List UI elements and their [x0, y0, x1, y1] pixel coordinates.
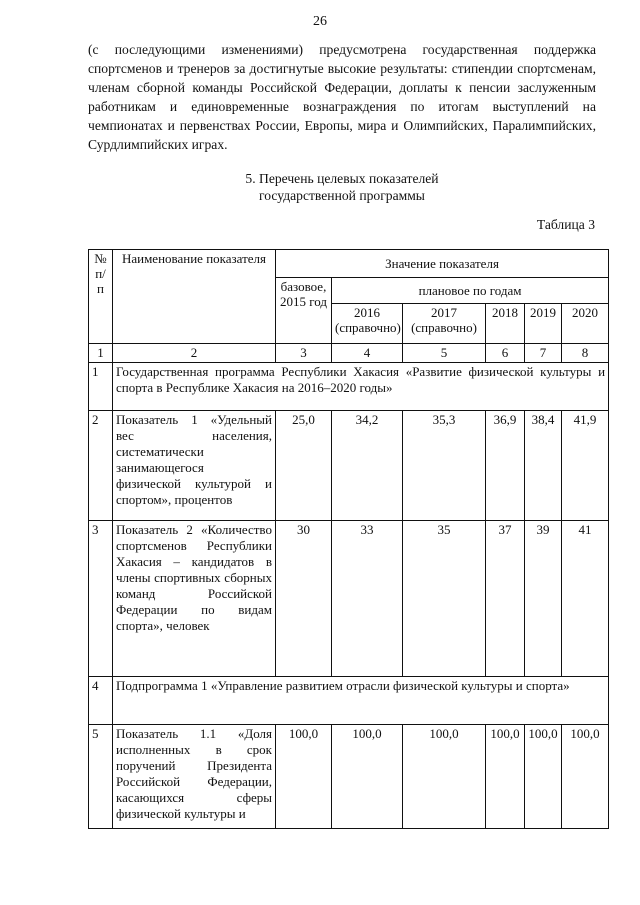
row-num: 4 [89, 677, 113, 725]
indicators-table [88, 249, 609, 829]
table-row [89, 521, 609, 677]
header-base-year: базовое, 2015 год [276, 278, 332, 344]
row-num: 1 [89, 363, 113, 411]
table-row [89, 411, 609, 521]
header-num: № п/п [89, 250, 113, 344]
col-number: 4 [332, 344, 403, 363]
indicator-name: Показатель 1 «Удельный вес населения, систематически занимающегося физической культурой и спортом», процентов [113, 411, 276, 521]
header-2018: 2018 [486, 304, 525, 344]
header-name: Наименование показателя [113, 250, 276, 344]
value-2017: 100,0 [403, 725, 486, 829]
value-2019: 38,4 [525, 411, 562, 521]
header-2020: 2020 [562, 304, 609, 344]
table-row [89, 363, 609, 411]
col-number: 7 [525, 344, 562, 363]
section-title-line-1: 5. Перечень целевых показателей [245, 171, 439, 186]
subprogram-title: Подпрограмма 1 «Управление развитием отрасли физической культуры и спорта» [113, 677, 609, 725]
col-number: 6 [486, 344, 525, 363]
value-2017: 35,3 [403, 411, 486, 521]
value-2016: 33 [332, 521, 403, 677]
value-base: 100,0 [276, 725, 332, 829]
table-label: Таблица 3 [536, 217, 595, 232]
row-num: 3 [89, 521, 113, 677]
header-planned: плановое по годам [332, 278, 609, 304]
col-number: 1 [89, 344, 113, 363]
col-number: 8 [562, 344, 609, 363]
intro-paragraph: (с последующими изменениями) предусмотрена государственная поддержка спортсменов и тренеров за достигнутые высокие результаты: стипендии спортсменам, членам сборной команды Российской Федерации, доплаты к пенсии заслуженным работникам и единовременные вознаграждения по итогам выступлений на чемпионатах и первенствах России, Европы, мира и Олимпийских, Паралимпийских, Сурдлимпийских играх. [88, 42, 596, 152]
value-base: 30 [276, 521, 332, 677]
value-2019: 39 [525, 521, 562, 677]
header-value: Значение показателя [276, 250, 609, 278]
header-2017: 2017 (справочно) [403, 304, 486, 344]
header-2019: 2019 [525, 304, 562, 344]
table-row [89, 677, 609, 725]
col-number: 5 [403, 344, 486, 363]
value-2017: 35 [403, 521, 486, 677]
value-2020: 100,0 [562, 725, 609, 829]
row-num: 5 [89, 725, 113, 829]
value-2020: 41 [562, 521, 609, 677]
value-2018: 100,0 [486, 725, 525, 829]
col-number: 2 [113, 344, 276, 363]
indicator-name: Показатель 2 «Количество спортсменов Республики Хакасия – кандидатов в члены спортивных сборных команд Российской Федерации по видам спорта», человек [113, 521, 276, 677]
program-title: Государственная программа Республики Хакасия «Развитие физической культуры и спорта в Республике Хакасия на 2016–2020 годы» [113, 363, 609, 411]
section-title [88, 170, 596, 204]
table-row [89, 725, 609, 829]
value-2016: 100,0 [332, 725, 403, 829]
page-number: 26 [313, 14, 327, 29]
value-2016: 34,2 [332, 411, 403, 521]
row-num: 2 [89, 411, 113, 521]
value-2019: 100,0 [525, 725, 562, 829]
section-title-line-2: государственной программы [259, 188, 425, 203]
col-number: 3 [276, 344, 332, 363]
header-2016: 2016 (справочно) [332, 304, 403, 344]
value-2018: 36,9 [486, 411, 525, 521]
value-2020: 41,9 [562, 411, 609, 521]
value-base: 25,0 [276, 411, 332, 521]
value-2018: 37 [486, 521, 525, 677]
indicator-name: Показатель 1.1 «Доля исполненных в срок поручений Президента Российской Федерации, касающихся сферы физической культуры и [113, 725, 276, 829]
